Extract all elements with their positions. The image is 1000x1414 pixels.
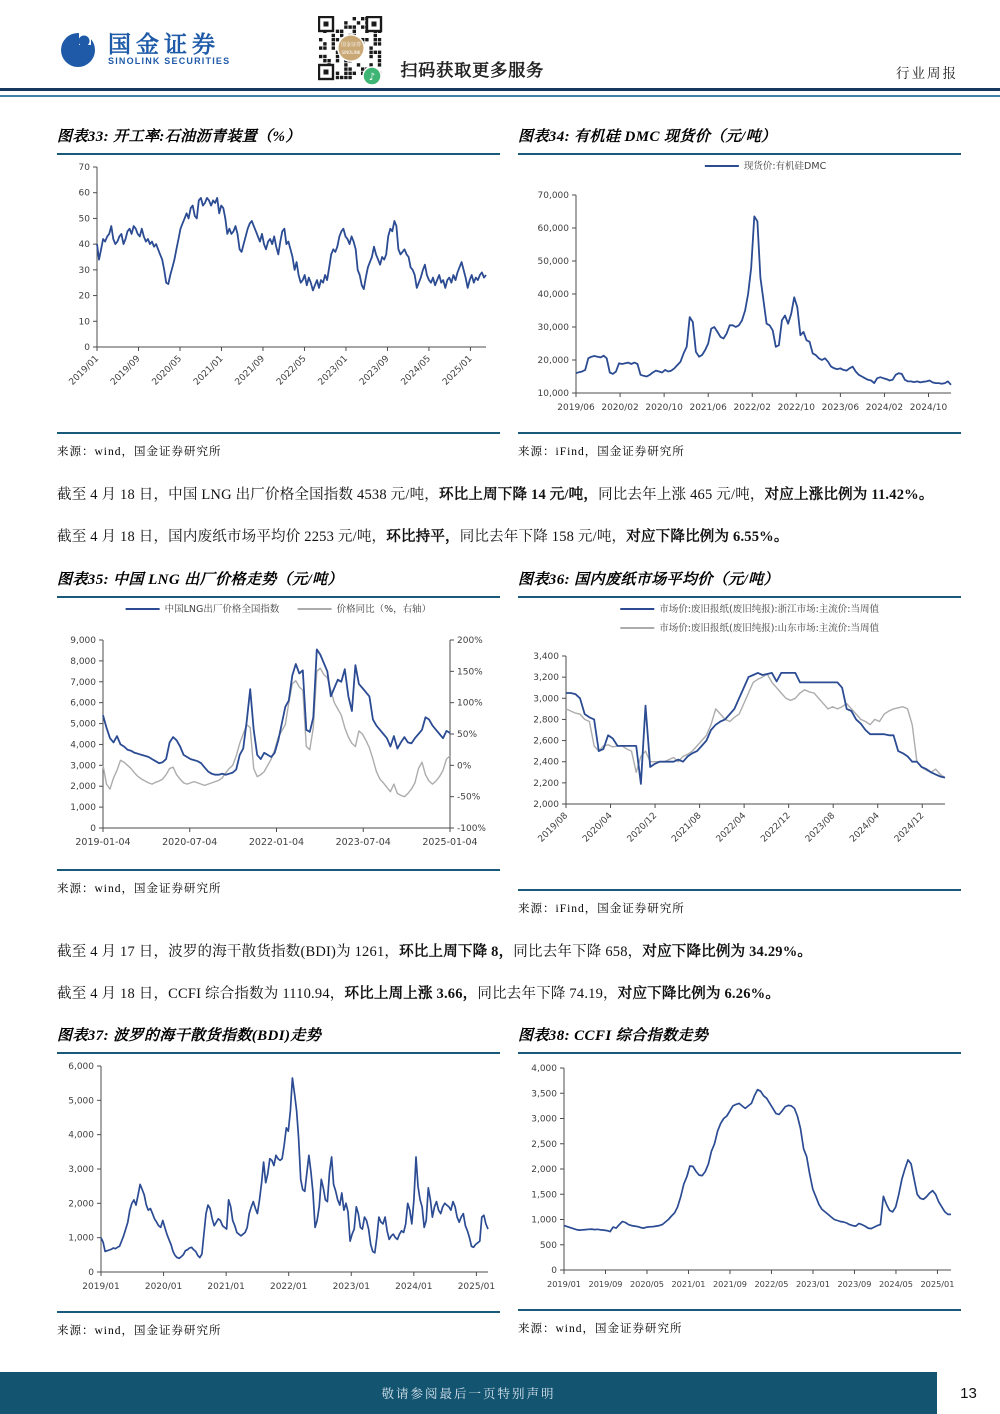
svg-text:150%: 150% (457, 666, 483, 677)
qr-code-image (318, 16, 384, 86)
svg-text:70,000: 70,000 (537, 191, 569, 201)
paragraph-waste-paper: 截至 4 月 18 日，国内废纸市场平均价 2253 元/吨，环比持平，同比去年下降 158 元/吨，对应下降比例为 6.55%。 (57, 529, 789, 546)
figure-38 (518, 1024, 961, 1338)
report-type-label: 行业周报 (896, 66, 958, 81)
svg-text:2,500: 2,500 (531, 1139, 557, 1150)
svg-text:2,200: 2,200 (533, 778, 559, 789)
svg-text:8,000: 8,000 (70, 656, 96, 667)
svg-text:1,500: 1,500 (531, 1190, 557, 1201)
svg-text:2,000: 2,000 (68, 1199, 94, 1210)
svg-text:0: 0 (84, 343, 90, 353)
figure-33 (57, 125, 500, 459)
svg-text:2024/10: 2024/10 (909, 403, 948, 413)
svg-text:2022/12: 2022/12 (759, 810, 793, 845)
svg-text:9,000: 9,000 (70, 635, 96, 646)
svg-text:60,000: 60,000 (537, 224, 569, 234)
svg-text:2021/09: 2021/09 (233, 354, 268, 388)
svg-text:5,000: 5,000 (70, 719, 96, 730)
svg-text:2025-01-04: 2025-01-04 (422, 836, 478, 848)
svg-text:2022/05: 2022/05 (754, 1279, 789, 1290)
svg-text:2023/09: 2023/09 (358, 354, 392, 388)
figure-35 (57, 568, 500, 916)
svg-text:2023/01: 2023/01 (332, 1282, 370, 1293)
svg-text:2022/05: 2022/05 (275, 354, 309, 388)
svg-text:2019/01: 2019/01 (67, 354, 102, 388)
svg-text:2021/01: 2021/01 (192, 354, 226, 388)
svg-text:2025/01: 2025/01 (441, 354, 475, 388)
text-block-2 (57, 938, 960, 1009)
svg-text:2023/06: 2023/06 (821, 403, 860, 413)
svg-text:50%: 50% (457, 729, 478, 740)
svg-text:2023/01: 2023/01 (316, 354, 351, 388)
svg-text:2023/08: 2023/08 (803, 810, 838, 845)
page-number: 13 (960, 1384, 977, 1402)
page-header (0, 0, 1000, 88)
svg-text:2019/09: 2019/09 (109, 354, 143, 388)
svg-text:30: 30 (78, 265, 90, 276)
svg-text:3,000: 3,000 (68, 1165, 94, 1176)
svg-text:1,000: 1,000 (70, 802, 96, 813)
svg-text:2,000: 2,000 (70, 781, 96, 792)
brand-name-cn: 国金证券 (108, 30, 220, 57)
page-footer (0, 1372, 1000, 1414)
svg-text:2,000: 2,000 (531, 1165, 557, 1176)
svg-text:2019/01: 2019/01 (546, 1279, 582, 1290)
svg-text:2022/01: 2022/01 (269, 1282, 308, 1293)
svg-text:30,000: 30,000 (537, 323, 569, 333)
svg-text:2020/10: 2020/10 (645, 403, 683, 413)
svg-text:2019-01-04: 2019-01-04 (75, 836, 131, 848)
figure-row-3 (57, 1024, 960, 1338)
svg-text:♪: ♪ (369, 72, 376, 83)
figure-35-canvas (57, 598, 500, 869)
figure-36 (518, 568, 961, 916)
svg-text:2020/04: 2020/04 (581, 810, 615, 845)
svg-text:2024/12: 2024/12 (892, 810, 927, 845)
svg-text:2023/09: 2023/09 (837, 1279, 872, 1290)
svg-text:2025/01: 2025/01 (457, 1282, 496, 1293)
svg-text:SINOLINK: SINOLINK (341, 50, 361, 55)
figure-33-title: 图表33: 开工率:石油沥青装置（%） (57, 129, 301, 145)
svg-text:40: 40 (78, 240, 90, 251)
figure-34 (518, 125, 961, 459)
svg-text:6,000: 6,000 (68, 1062, 94, 1073)
svg-text:2024/05: 2024/05 (878, 1279, 913, 1290)
svg-text:2022/04: 2022/04 (714, 810, 749, 845)
figure-37-source: 来源：wind，国金证券研究所 (57, 1325, 222, 1338)
svg-text:0: 0 (90, 823, 96, 834)
figure-38-title: 图表38: CCFI 综合指数走势 (518, 1028, 709, 1045)
svg-text:3,000: 3,000 (531, 1114, 557, 1125)
footer-disclaimer: 敬请参阅最后一页特别声明 (381, 1387, 556, 1401)
svg-text:2021/01: 2021/01 (207, 1282, 245, 1293)
svg-text:2023-07-04: 2023-07-04 (335, 836, 391, 848)
svg-text:现货价:有机硅DMC: 现货价:有机硅DMC (743, 161, 827, 172)
svg-text:-50%: -50% (457, 792, 481, 803)
figure-33-source: 来源：wind，国金证券研究所 (57, 446, 222, 458)
svg-text:2022/10: 2022/10 (777, 403, 816, 413)
figure-37-title: 图表37: 波罗的海干散货指数(BDI)走势 (57, 1028, 322, 1045)
svg-text:2,600: 2,600 (533, 736, 559, 747)
svg-text:500: 500 (539, 1240, 557, 1251)
svg-text:2020/05: 2020/05 (629, 1279, 664, 1290)
figure-35-title: 图表35: 中国 LNG 出厂价格走势（元/吨） (57, 571, 343, 588)
svg-text:2023/01: 2023/01 (795, 1279, 830, 1290)
svg-text:200%: 200% (457, 635, 483, 646)
svg-text:2020/05: 2020/05 (150, 354, 185, 388)
brand-logo (57, 28, 230, 70)
svg-text:2021/01: 2021/01 (671, 1279, 706, 1290)
svg-text:国金证券: 国金证券 (341, 42, 362, 48)
svg-text:2024/02: 2024/02 (865, 403, 904, 413)
svg-text:价格同比（%，右轴）: 价格同比（%，右轴） (336, 603, 432, 615)
figure-34-source: 来源：iFind，国金证券研究所 (518, 446, 685, 458)
header-rule-steel (0, 95, 1000, 97)
paragraph-ccfi: 截至 4 月 18 日，CCFI 综合指数为 1110.94，环比上周上涨 3.66，同比去年下降 74.19，对应下降比例为 6.26%。 (57, 985, 781, 1002)
figure-36-title: 图表36: 国内废纸市场平均价（元/吨） (518, 571, 779, 588)
paragraph-lng: 截至 4 月 18 日，中国 LNG 出厂价格全国指数 4538 元/吨，环比上周下降 14 元/吨，同比去年上涨 465 元/吨，对应上涨比例为 11.42%。 (57, 487, 934, 503)
figure-34-canvas (518, 155, 961, 432)
svg-text:3,200: 3,200 (533, 672, 559, 683)
brand-name-en: SINOLINK SECURITIES (108, 56, 231, 67)
svg-text:2,400: 2,400 (533, 757, 559, 768)
figure-row-2 (57, 568, 960, 916)
svg-text:5,000: 5,000 (68, 1096, 94, 1107)
svg-text:20,000: 20,000 (537, 356, 569, 366)
figure-35-source: 来源：wind，国金证券研究所 (57, 882, 222, 895)
text-block-1 (57, 481, 960, 552)
paragraph-bdi: 截至 4 月 17 日，波罗的海干散货指数(BDI)为 1261，环比上周下降 8，同比去年下降 658，对应下降比例为 34.29%。 (57, 943, 813, 960)
svg-text:6,000: 6,000 (70, 698, 96, 709)
svg-text:2020/12: 2020/12 (625, 810, 660, 845)
svg-text:2024/04: 2024/04 (848, 810, 882, 845)
figure-36-source: 来源：iFind，国金证券研究所 (518, 902, 685, 915)
svg-text:2019/08: 2019/08 (536, 810, 571, 845)
svg-text:-100%: -100% (457, 823, 486, 834)
svg-text:50,000: 50,000 (537, 257, 569, 267)
svg-text:2025/01: 2025/01 (920, 1279, 955, 1290)
svg-text:40,000: 40,000 (537, 290, 569, 300)
svg-text:2020/02: 2020/02 (601, 403, 639, 413)
svg-text:2024/05: 2024/05 (399, 354, 434, 388)
svg-text:7,000: 7,000 (70, 677, 96, 688)
figure-34-title: 图表34: 有机硅 DMC 现货价（元/吨） (518, 129, 777, 145)
qr-code (318, 16, 384, 86)
svg-text:3,000: 3,000 (70, 760, 96, 771)
figure-38-source: 来源：wind，国金证券研究所 (518, 1323, 683, 1336)
svg-text:2020-07-04: 2020-07-04 (162, 836, 218, 848)
svg-text:2021/08: 2021/08 (670, 810, 704, 845)
svg-text:0: 0 (88, 1268, 94, 1279)
svg-text:20: 20 (78, 291, 90, 302)
svg-text:100%: 100% (457, 698, 483, 709)
svg-text:0%: 0% (457, 760, 472, 771)
svg-text:2022/02: 2022/02 (733, 403, 771, 413)
figure-33-canvas (57, 155, 500, 432)
svg-text:2024/01: 2024/01 (395, 1282, 433, 1293)
sinolink-logo-icon (57, 28, 99, 70)
page-content (0, 125, 1000, 1338)
footer-disclaimer-bar (0, 1372, 937, 1414)
svg-text:4,000: 4,000 (68, 1130, 94, 1141)
svg-text:2020/01: 2020/01 (144, 1282, 183, 1293)
svg-text:4,000: 4,000 (70, 739, 96, 750)
figure-37 (57, 1024, 500, 1338)
figure-row-1 (57, 125, 960, 459)
svg-text:2,800: 2,800 (533, 714, 559, 725)
svg-text:2,000: 2,000 (533, 799, 559, 810)
figure-37-canvas (57, 1054, 500, 1311)
svg-text:2019/09: 2019/09 (588, 1279, 623, 1290)
svg-text:2019/01: 2019/01 (82, 1282, 120, 1293)
svg-text:3,000: 3,000 (533, 693, 559, 704)
svg-text:4,000: 4,000 (531, 1064, 557, 1075)
svg-text:50: 50 (78, 214, 90, 225)
figure-36-canvas (518, 598, 961, 889)
svg-text:10,000: 10,000 (537, 389, 569, 399)
svg-text:市场价:废旧报纸(废旧纯报):山东市场:主流价:当周值: 市场价:废旧报纸(废旧纯报):山东市场:主流价:当周值 (659, 622, 880, 634)
svg-text:2021/09: 2021/09 (712, 1279, 747, 1290)
svg-text:2019/06: 2019/06 (557, 403, 595, 413)
svg-text:1,000: 1,000 (531, 1215, 557, 1226)
header-rule-navy (0, 88, 1000, 91)
qr-caption: 扫码获取更多服务 (400, 61, 545, 80)
svg-text:中国LNG出厂价格全国指数: 中国LNG出厂价格全国指数 (164, 603, 280, 615)
svg-text:70: 70 (78, 163, 90, 173)
svg-text:市场价:废旧报纸(废旧纯报):浙江市场:主流价:当周值: 市场价:废旧报纸(废旧纯报):浙江市场:主流价:当周值 (659, 603, 880, 615)
svg-text:10: 10 (78, 317, 90, 328)
svg-text:2021/06: 2021/06 (689, 403, 727, 413)
svg-text:2022-01-04: 2022-01-04 (248, 836, 305, 848)
svg-text:60: 60 (78, 188, 90, 199)
svg-text:3,500: 3,500 (531, 1089, 557, 1100)
svg-text:3,400: 3,400 (533, 651, 559, 662)
svg-text:1,000: 1,000 (68, 1233, 94, 1244)
figure-38-canvas (518, 1054, 961, 1309)
svg-text:0: 0 (551, 1266, 557, 1277)
